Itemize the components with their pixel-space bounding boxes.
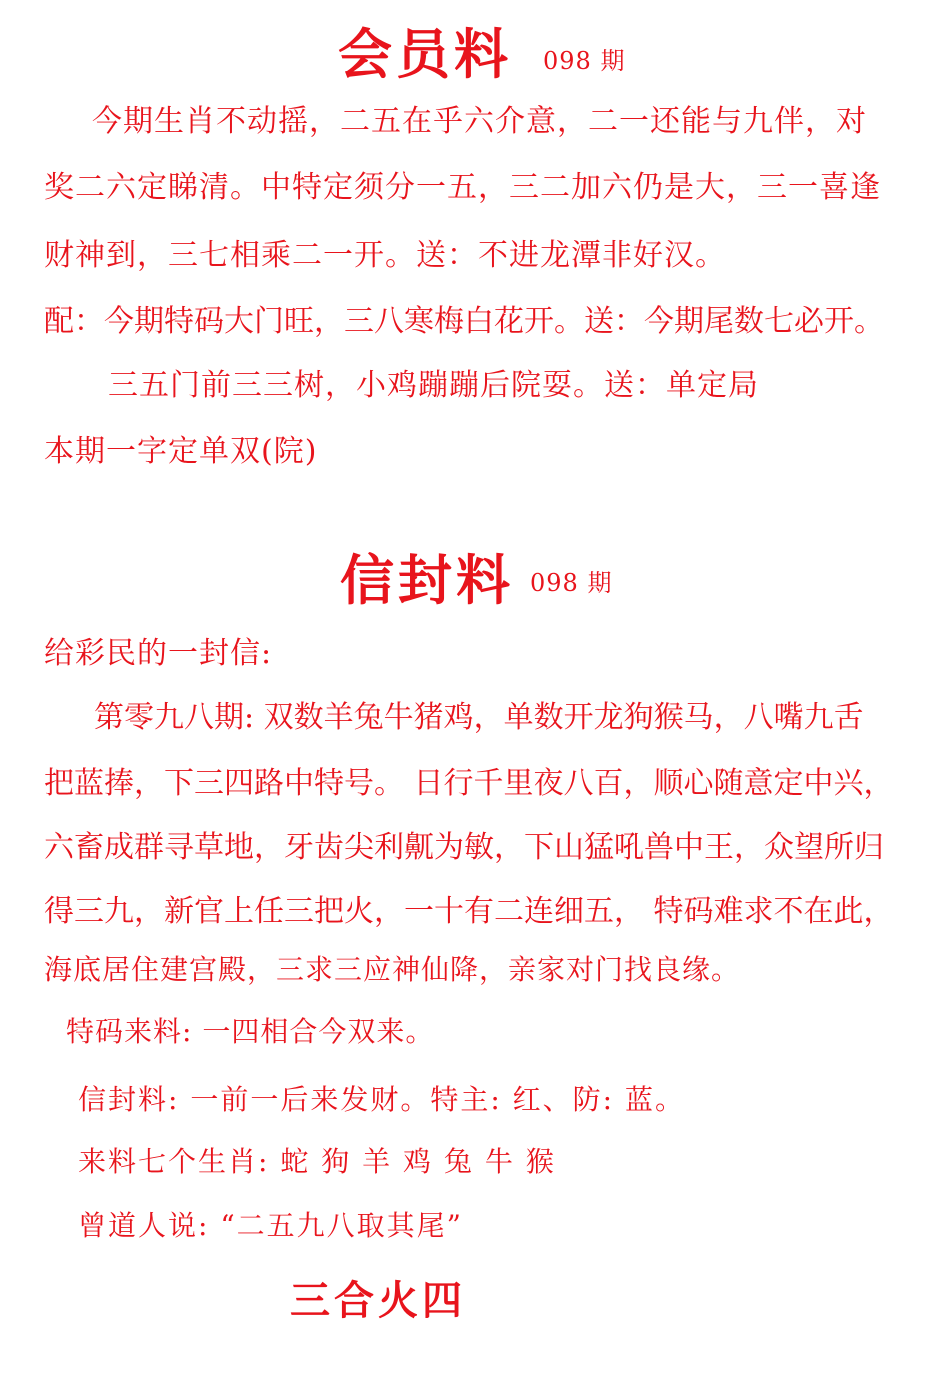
member-line-5: 三五门前三三树，小鸡蹦蹦后院耍。送：单定局 [108, 368, 759, 403]
member-line-2: 奖二六定睇清。中特定须分一五，三二加六仍是大，三一喜逢 [44, 170, 881, 205]
letter-line-5: 海底居住建宫殿，三求三应神仙降，亲家对门找良缘。 [44, 953, 741, 986]
member-line-3: 财神到，三七相乘二一开。送：不进龙潭非好汉。 [44, 238, 726, 273]
special-source: 特码来料: 一四相合今双来。 [66, 1015, 435, 1048]
seven-zodiacs: 来料七个生肖: 蛇 狗 羊 鸡 兔 牛 猴 [78, 1145, 556, 1178]
letter-issue: 098 期 [530, 569, 613, 597]
letter-line-1: 第零九八期: 双数羊兔牛猪鸡，单数开龙狗猴马，八嘴九舌 [94, 700, 864, 735]
letter-line-3: 六畜成群寻草地，牙齿尖利鼿为敏，下山猛吼兽中王，众望所归 [44, 830, 884, 865]
member-line-6: 本期一字定单双(院) [44, 434, 318, 469]
final-answer: 三合火四 [290, 1277, 466, 1324]
zeng-says: 曾道人说: “二五九八取其尾” [78, 1209, 463, 1242]
member-issue: 098 期 [543, 47, 626, 75]
member-line-4: 配：今期特码大门旺，三八寒梅白花开。送：今期尾数七必开。 [44, 304, 884, 339]
member-line-1: 今期生肖不动摇，二五在乎六介意，二一还能与九伴，对 [92, 104, 867, 139]
letter-greeting: 给彩民的一封信: [44, 636, 273, 671]
letter-title: 信封料 [340, 548, 514, 612]
member-title: 会员料 [338, 22, 512, 86]
letter-line-2: 把蓝捧，下三四路中特号。 日行千里夜八百，顺心随意定中兴， [44, 766, 894, 801]
envelope-note: 信封料: 一前一后来发财。特主: 红、防: 蓝。 [78, 1083, 686, 1116]
letter-line-4: 得三九，新官上任三把火，一十有二连细五， 特码难求不在此， [44, 894, 894, 929]
